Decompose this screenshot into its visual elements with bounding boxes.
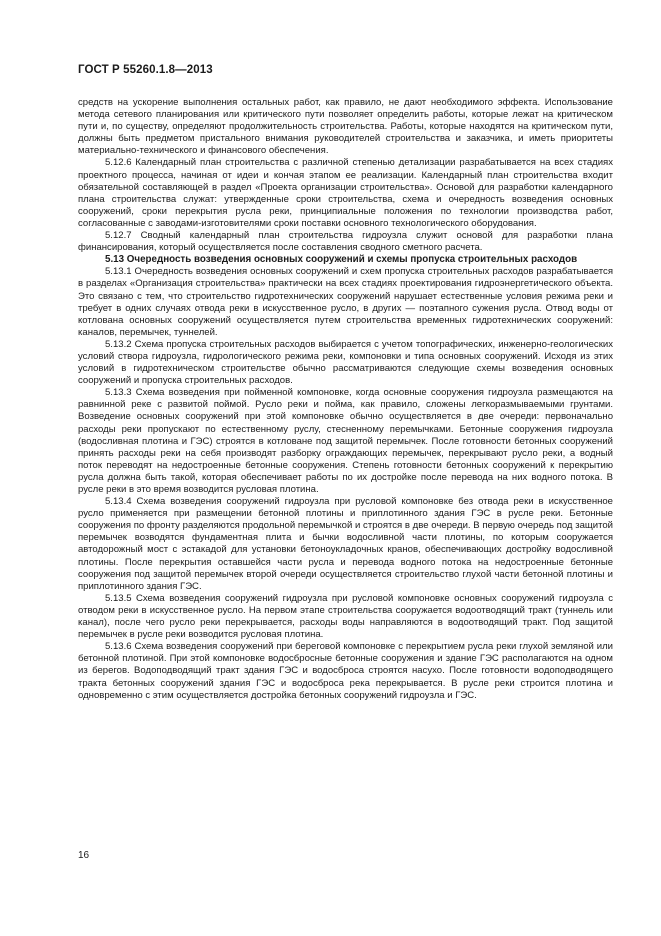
page-number: 16 <box>78 850 90 861</box>
paragraph-5-13-4: 5.13.4 Схема возведения сооружений гидроузла при русловой компоновке без отвода реки в искусственное русло применяется при размещении бетонной плотины и приплотинного здания ГЭС в русле реки. Бетонные сооружения по фронту разделяются продольной перемычкой и строятся в две очереди. В первую очередь под защитой перемычек возводятся фундаментная плита и бычки водосливной части плотины, по которым сооружается автодорожный мост с эстакадой для установки бетоноукладочных кранов, обеспечивающих достройку водосливной плотины. После перекрытия оставшейся части русла и перевода водного потока на недостроенные бетонные сооружения под защитой перемычек второй очереди осуществляется строительство глухой части бетонной плотины и приплотинного здания ГЭС. <box>78 496 613 592</box>
paragraph-5-13-3: 5.13.3 Схема возведения при пойменной компоновке, когда основные сооружения гидроузла размещаются на равнинной реке с развитой поймой. Русло реки и пойма, как правило, сложены легкоразмываемыми грунтами. Возведение основных сооружений при этой компоновке обычно осуществляется в две очереди: первоначально расходы реки пропускают по естественному руслу, стесненному перемычками. Бетонные сооружения гидроузла (водосливная плотина и ГЭС) строятся в котловане под защитой перемычек. После готовности бетонных сооружений принять расходы реки на себя производят разборку ограждающих перемычек, перекрывают русло реки, а водный поток переводят на недостроенные бетонные сооружения. Степень готовности бетонных сооружений к перекрытию русла должна быть такой, которая обеспечивает работы по их достройке после перевода на них водного потока. В русле реки в это время возводится русловая плотина. <box>78 387 613 495</box>
paragraph-5-13-6: 5.13.6 Схема возведения сооружений при береговой компоновке с перекрытием русла реки глухой земляной или бетонной плотиной. При этой компоновке водосбросные бетонные сооружения и здание ГЭС располагаются на одном из берегов. Водоподводящий тракт здания ГЭС и водосброса строятся насухо. После готовности водоподводящего тракта бетонных сооружений здания ГЭС и водосброса река перекрывается. В русле реки строится плотина и одновременно с этим осуществляется достройка бетонных сооружений гидроузла и ГЭС. <box>78 641 613 701</box>
paragraph-5-12-6: 5.12.6 Календарный план строительства с различной степенью детализации разрабатывается на всех стадиях проектного процесса, начиная от идеи и кончая этапом ее реализации. Календарный план строительства входит обязательной составляющей в раздел «Проекта организации строительства». Основой для разработки календарного плана строительства служат: утвержденные сроки строительства, схема и очередность возведения основных сооружений, сроки перекрытия русла реки, принципиальные положения по технологии производства работ, согласованные с заводами-изготовителями сроки поставки основного технологического оборудования. <box>78 157 613 229</box>
section-heading-5-13: 5.13 Очередность возведения основных сооружений и схемы пропуска строительных расходов <box>105 254 578 266</box>
paragraph-5-13-1: 5.13.1 Очередность возведения основных сооружений и схем пропуска строительных расходов разрабатывается в разделах «Организация строительства» практически на всех стадиях проектирования гидроэнергетического объекта. Это связано с тем, что строительство гидротехнических сооружений нарушает естественные условия режима реки и требует в одних случаях отвода реки в искусственное русло, в других — поэтапного сужения русла. Отвод воды от котлована основных сооружений осуществляется путем строительства временных гидротехнических сооружений: каналов, перемычек, туннелей. <box>78 266 613 338</box>
paragraph-5-12-7: 5.12.7 Сводный календарный план строительства гидроузла служит основой для разработки плана финансирования, который осуществляется после составления сводного сметного расчета. <box>78 230 613 254</box>
paragraph-5-13-5: 5.13.5 Схема возведения сооружений гидроузла при русловой компоновке основных сооружений гидроузла с отводом реки в искусственное русло. На первом этапе строительства сооружается водоотводящий тракт (туннель или канал), после чего русло реки перекрывается, расходы воды направляются в водоотводящий тракт. Под защитой перемычек в русле реки возводится русловая плотина. <box>78 592 613 641</box>
paragraph-5-13-2: 5.13.2 Схема пропуска строительных расходов выбирается с учетом топографических, инженерно-геологических условий створа гидроузла, гидрологического режима реки, компоновки и типа основных сооружений. Исходя из этих условий в гидротехническом строительстве обычно рассматриваются следующие схемы возведения основных сооружений и пропуска строительных расходов. <box>78 338 613 387</box>
document-body <box>78 97 613 702</box>
document-header: ГОСТ Р 55260.1.8—2013 <box>78 64 213 76</box>
paragraph: средств на ускорение выполнения остальных работ, как правило, не дают необходимого эффекта. Использование метода сетевого планирования или критического пути позволяет определить работы, которые лежат на критическом пути и, по существу, определяют продолжительность строительства. Работы, которые находятся на критическом пути, должны быть предметом пристального внимания руководителей строительства и заказчика, и иметь приоритеты материально-технического и финансового обеспечения. <box>78 97 613 157</box>
